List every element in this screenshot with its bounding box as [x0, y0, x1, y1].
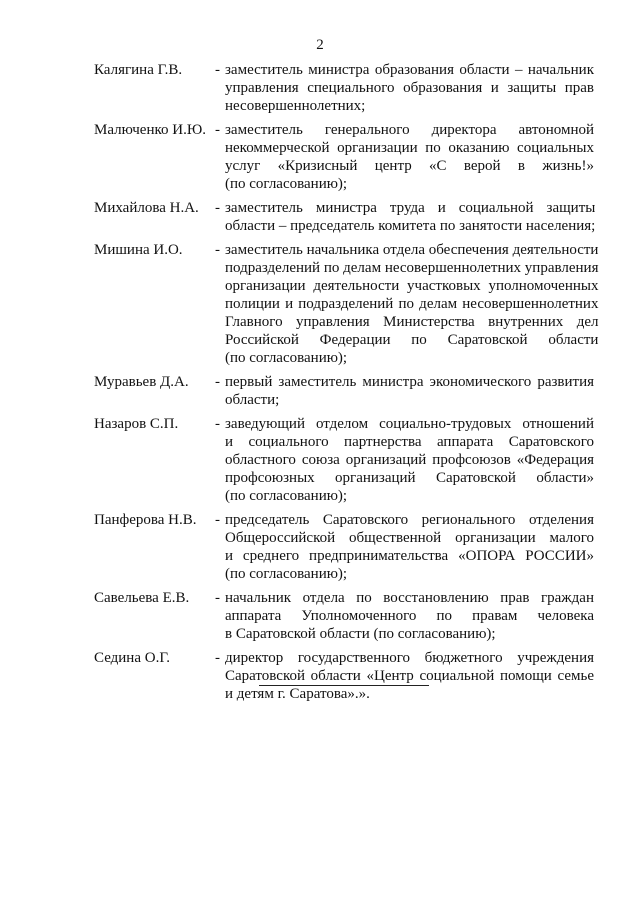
member-position-line: заместитель начальника отдела обеспечения деятельности: [225, 242, 599, 258]
member-dash: -: [215, 242, 220, 258]
member-entry: [94, 199, 594, 235]
member-name: Мишина И.О.: [94, 242, 183, 258]
member-position-line: Общероссийской общественной организации малого: [225, 530, 594, 546]
member-dash: -: [215, 650, 220, 666]
member-name: Калягина Г.В.: [94, 62, 183, 78]
member-position-line: первый заместитель министра экономического развития: [225, 374, 594, 390]
member-position-line: заместитель генерального директора автономной: [225, 122, 594, 138]
member-position-line: области – председатель комитета по занятости населения;: [225, 218, 596, 234]
member-position-line: несовершеннолетних;: [225, 98, 366, 114]
member-position-line: полиции и подразделений по делам несовершеннолетних: [225, 296, 599, 312]
member-entry: [94, 241, 599, 367]
member-position-line: Главного управления Министерства внутренних дел: [225, 314, 599, 330]
member-position: [225, 121, 594, 193]
member-entry: [94, 373, 594, 409]
member-position-line: области;: [225, 392, 280, 408]
member-name: Малюченко И.Ю.: [94, 122, 207, 138]
member-position-line: и детям г. Саратова».».: [225, 686, 370, 702]
members-list: [94, 61, 599, 703]
member-position-line: и среднего предпринимательства «ОПОРА РОССИИ»: [225, 548, 594, 564]
member-position-line: аппарата Уполномоченного по правам человека: [225, 608, 594, 624]
member-position-line: (по согласованию);: [225, 566, 348, 582]
member-position-line: заместитель министра труда и социальной защиты: [225, 200, 596, 216]
member-position-line: (по согласованию);: [225, 488, 348, 504]
member-dash: -: [215, 416, 220, 432]
member-name: Седина О.Г.: [94, 650, 171, 666]
member-position-line: управления специального образования и защиты прав: [225, 80, 594, 96]
member-position-line: Российской Федерации по Саратовской области: [225, 332, 599, 348]
member-position-line: (по согласованию);: [225, 176, 348, 192]
member-position-line: в Саратовской области (по согласованию);: [225, 626, 496, 642]
page-number: 2: [316, 37, 324, 53]
member-position-line: и социального партнерства аппарата Саратовского: [225, 434, 594, 450]
member-entry: [94, 61, 594, 115]
member-position-line: директор государственного бюджетного учреждения: [225, 650, 594, 666]
member-dash: -: [215, 122, 220, 138]
member-position: [225, 373, 594, 409]
member-position: [225, 241, 598, 367]
member-position-line: услуг «Кризисный центр «С верой в жизнь!»: [225, 158, 594, 174]
member-position: [225, 199, 595, 235]
member-position: [225, 415, 594, 505]
member-name: Муравьев Д.А.: [94, 374, 189, 390]
member-position: [225, 511, 594, 583]
member-entry: [94, 511, 594, 583]
member-position-line: некоммерческой организации по оказанию социальных: [225, 140, 594, 156]
member-dash: -: [215, 200, 220, 216]
member-entry: [94, 589, 594, 643]
member-entry: [94, 415, 594, 505]
member-position-line: подразделений по делам несовершеннолетних управления: [225, 260, 599, 276]
member-position: [225, 649, 594, 703]
member-position-line: областного союза организаций профсоюзов «Федерация: [225, 452, 594, 468]
member-dash: -: [215, 512, 220, 528]
member-position: [225, 589, 594, 643]
member-position-line: профсоюзных организаций Саратовской области»: [225, 470, 594, 486]
member-position-line: Саратовской области «Центр социальной помощи семье: [225, 668, 594, 684]
member-position-line: заместитель министра образования области – начальник: [225, 62, 594, 78]
member-dash: -: [215, 590, 220, 606]
member-name: Савельева Е.В.: [94, 590, 190, 606]
member-name: Панферова Н.В.: [94, 512, 197, 528]
member-position-line: организации деятельности участковых уполномоченных: [225, 278, 599, 294]
member-position: [225, 61, 594, 115]
member-position-line: (по согласованию);: [225, 350, 348, 366]
member-name: Назаров С.П.: [94, 416, 179, 432]
member-position-line: заведующий отделом социально-трудовых отношений: [225, 416, 594, 432]
member-name: Михайлова Н.А.: [94, 200, 199, 216]
member-entry: [94, 121, 594, 193]
member-position-line: председатель Саратовского регионального отделения: [225, 512, 594, 528]
closing-rule: [259, 685, 429, 686]
member-entry: [94, 649, 594, 703]
member-dash: -: [215, 374, 220, 390]
member-dash: -: [215, 62, 220, 78]
member-position-line: начальник отдела по восстановлению прав граждан: [225, 590, 594, 606]
